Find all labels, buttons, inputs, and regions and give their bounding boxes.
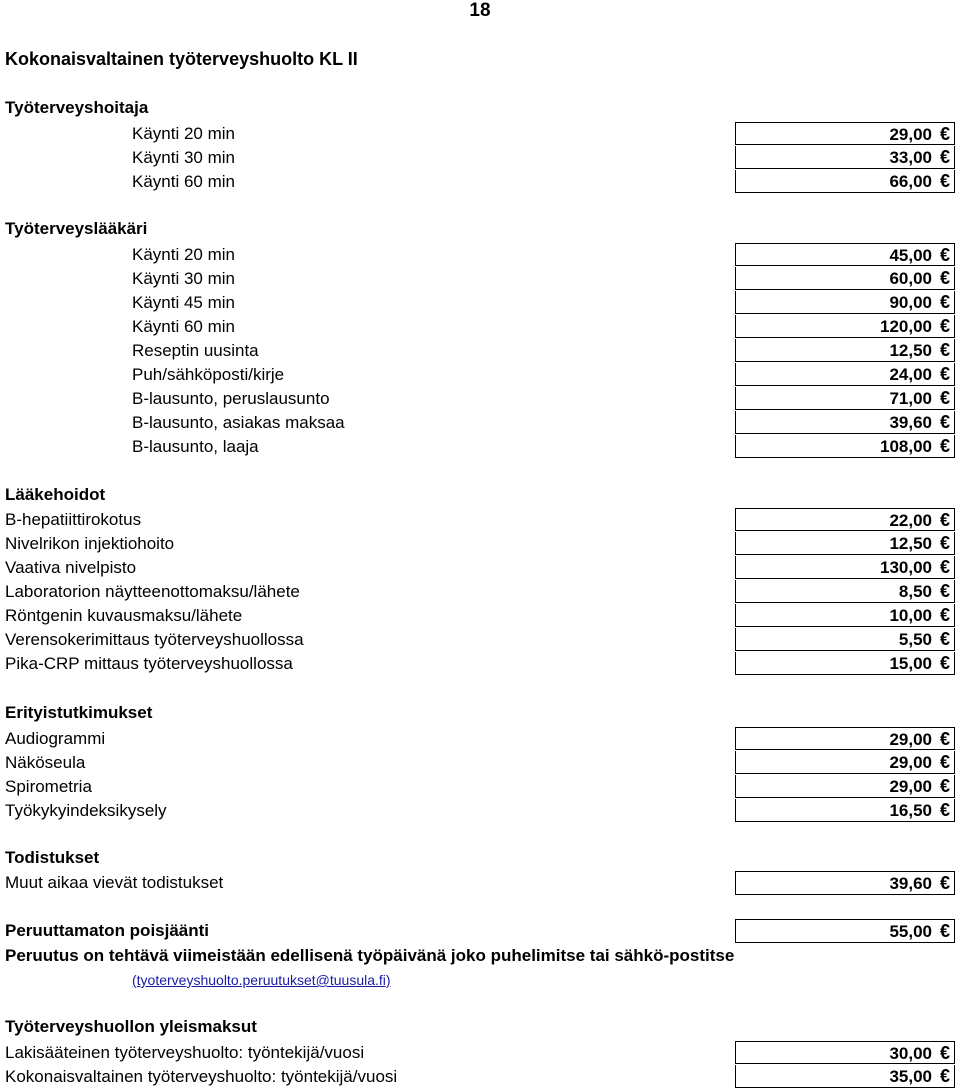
- euro-icon: €: [939, 245, 950, 265]
- service-label: B-lausunto, asiakas maksaa: [132, 413, 345, 432]
- service-label: Käynti 20 min: [132, 124, 235, 143]
- service-label: Audiogrammi: [5, 729, 106, 748]
- euro-icon: €: [939, 776, 950, 796]
- price-value: 8,50: [898, 582, 932, 601]
- price-value: 15,00: [889, 654, 932, 673]
- service-label: B-lausunto, laaja: [132, 437, 259, 456]
- price-row: [0, 411, 960, 435]
- price-value: 120,00: [880, 317, 932, 336]
- section-heading-yleismaksut: Työterveyshuollon yleismaksut: [5, 1017, 257, 1036]
- price-cell: [735, 628, 955, 651]
- price-cell: [735, 170, 955, 193]
- section-heading-laakehoidot: Lääkehoidot: [5, 485, 106, 504]
- price-row: [0, 363, 960, 387]
- service-label: Muut aikaa vievät todistukset: [5, 873, 224, 892]
- service-label: Näköseula: [5, 753, 86, 772]
- price-row: [0, 267, 960, 291]
- euro-icon: €: [939, 653, 950, 673]
- service-label: Spirometria: [5, 777, 92, 796]
- euro-icon: €: [939, 629, 950, 649]
- price-row: [0, 871, 960, 895]
- price-row: [0, 628, 960, 652]
- price-row: [0, 580, 960, 604]
- price-cell: [735, 339, 955, 362]
- price-row: [0, 1041, 960, 1065]
- service-label: Käynti 30 min: [132, 148, 235, 167]
- euro-icon: €: [939, 436, 950, 456]
- price-value: 22,00: [889, 511, 932, 530]
- euro-icon: €: [939, 557, 950, 577]
- price-row: [0, 146, 960, 170]
- price-row: [0, 122, 960, 146]
- cancellation-notice: Peruutus on tehtävä viimeistään edellisenä työpäivänä joko puhelimitse tai sähkö-postitse: [5, 946, 735, 965]
- price-cell: [735, 1065, 955, 1088]
- service-label: Pika-CRP mittaus työterveyshuollossa: [5, 654, 293, 673]
- section-heading-tyoterveyslaakari: Työterveyslääkäri: [5, 219, 148, 238]
- euro-icon: €: [939, 873, 950, 893]
- price-cell: [735, 751, 955, 774]
- cancellation-fee-label: Peruuttamaton poisjäänti: [5, 921, 210, 940]
- price-row: [0, 291, 960, 315]
- euro-icon: €: [939, 605, 950, 625]
- service-label: Nivelrikon injektiohoito: [5, 534, 175, 553]
- price-value: 66,00: [889, 172, 932, 191]
- price-row: [0, 604, 960, 628]
- euro-icon: €: [939, 581, 950, 601]
- price-cell: [735, 532, 955, 555]
- section-heading-todistukset: Todistukset: [5, 848, 100, 867]
- service-label: Verensokerimittaus työterveyshuollossa: [5, 630, 304, 649]
- price-cell: [735, 919, 955, 943]
- price-cell: [735, 775, 955, 798]
- euro-icon: €: [939, 268, 950, 288]
- price-cell: [735, 727, 955, 750]
- price-row: [0, 532, 960, 556]
- price-row: [0, 556, 960, 580]
- price-cell: [735, 315, 955, 338]
- euro-icon: €: [939, 171, 950, 191]
- price-value: 39,60: [889, 413, 932, 432]
- euro-icon: €: [939, 364, 950, 384]
- price-row: [0, 339, 960, 363]
- euro-icon: €: [939, 533, 950, 553]
- service-label: B-lausunto, peruslausunto: [132, 389, 330, 408]
- service-label: Reseptin uusinta: [132, 341, 259, 360]
- page-number: 18: [469, 0, 491, 21]
- price-value: 60,00: [889, 269, 932, 288]
- service-label: Lakisääteinen työterveyshuolto: työntekijä/vuosi: [5, 1043, 365, 1062]
- price-value: 10,00: [889, 606, 932, 625]
- price-cell: [735, 799, 955, 822]
- service-label: Käynti 45 min: [132, 293, 235, 312]
- price-cell: [735, 556, 955, 579]
- service-label: Vaativa nivelpisto: [5, 558, 137, 577]
- euro-icon: €: [939, 412, 950, 432]
- price-row: [0, 1065, 960, 1089]
- price-cell: [735, 871, 955, 895]
- service-label: Kokonaisvaltainen työterveyshuolto: työntekijä/vuosi: [5, 1067, 398, 1086]
- price-value: 29,00: [889, 730, 932, 749]
- price-cell: [735, 387, 955, 410]
- euro-icon: €: [939, 752, 950, 772]
- price-value: 30,00: [889, 1044, 932, 1063]
- price-row: [0, 243, 960, 267]
- service-label: Käynti 60 min: [132, 317, 235, 336]
- price-row: [0, 315, 960, 339]
- section-heading-tyoterveyshoitaja: Työterveyshoitaja: [5, 98, 149, 117]
- price-row: [0, 775, 960, 799]
- price-cell: [735, 508, 955, 531]
- price-row: [0, 751, 960, 775]
- service-label: Puh/sähköposti/kirje: [132, 365, 285, 384]
- service-label: Työkykyindeksikysely: [5, 801, 167, 820]
- euro-icon: €: [939, 729, 950, 749]
- price-cell: [735, 604, 955, 627]
- section-heading-erityistutkimukset: Erityistutkimukset: [5, 703, 153, 722]
- price-value: 16,50: [889, 801, 932, 820]
- price-cell: [735, 1041, 955, 1064]
- euro-icon: €: [939, 800, 950, 820]
- price-value: 130,00: [880, 558, 932, 577]
- price-cell: [735, 363, 955, 386]
- price-row: [0, 652, 960, 676]
- price-cell: [735, 122, 955, 145]
- euro-icon: €: [939, 124, 950, 144]
- euro-icon: €: [939, 388, 950, 408]
- price-cell: [735, 267, 955, 290]
- price-row: [0, 435, 960, 459]
- euro-icon: €: [939, 340, 950, 360]
- euro-icon: €: [939, 316, 950, 336]
- service-label: Käynti 60 min: [132, 172, 235, 191]
- euro-icon: €: [939, 921, 950, 941]
- price-row: [0, 919, 960, 943]
- euro-icon: €: [939, 292, 950, 312]
- euro-icon: €: [939, 510, 950, 530]
- document-title: Kokonaisvaltainen työterveyshuolto KL II: [5, 49, 358, 69]
- price-value: 108,00: [880, 437, 932, 456]
- price-row: [0, 170, 960, 194]
- euro-icon: €: [939, 1066, 950, 1086]
- price-value: 29,00: [889, 777, 932, 796]
- price-cell: [735, 146, 955, 169]
- price-cell: [735, 291, 955, 314]
- euro-icon: €: [939, 147, 950, 167]
- price-value: 55,00: [889, 922, 932, 941]
- price-cell: [735, 580, 955, 603]
- price-cell: [735, 243, 955, 266]
- price-row: [0, 799, 960, 823]
- service-label: Röntgenin kuvausmaksu/lähete: [5, 606, 243, 625]
- service-label: B-hepatiittirokotus: [5, 510, 142, 529]
- euro-icon: €: [939, 1043, 950, 1063]
- price-value: 45,00: [889, 246, 932, 265]
- price-value: 12,50: [889, 341, 932, 360]
- price-value: 71,00: [889, 389, 932, 408]
- price-value: 33,00: [889, 148, 932, 167]
- price-value: 12,50: [889, 534, 932, 553]
- price-value: 35,00: [889, 1067, 932, 1086]
- price-value: 5,50: [898, 630, 932, 649]
- service-label: Käynti 20 min: [132, 245, 235, 264]
- price-value: 29,00: [889, 753, 932, 772]
- service-label: Laboratorion näytteenottomaksu/lähete: [5, 582, 300, 601]
- price-value: 24,00: [889, 365, 932, 384]
- price-row: [0, 508, 960, 532]
- cancellation-email-link[interactable]: (tyoterveyshuolto.peruutukset@tuusula.fi): [132, 972, 391, 988]
- price-row: [0, 727, 960, 751]
- price-cell: [735, 652, 955, 675]
- price-value: 29,00: [889, 125, 932, 144]
- service-label: Käynti 30 min: [132, 269, 235, 288]
- price-row: [0, 387, 960, 411]
- price-value: 90,00: [889, 293, 932, 312]
- price-value: 39,60: [889, 874, 932, 893]
- price-cell: [735, 435, 955, 458]
- price-cell: [735, 411, 955, 434]
